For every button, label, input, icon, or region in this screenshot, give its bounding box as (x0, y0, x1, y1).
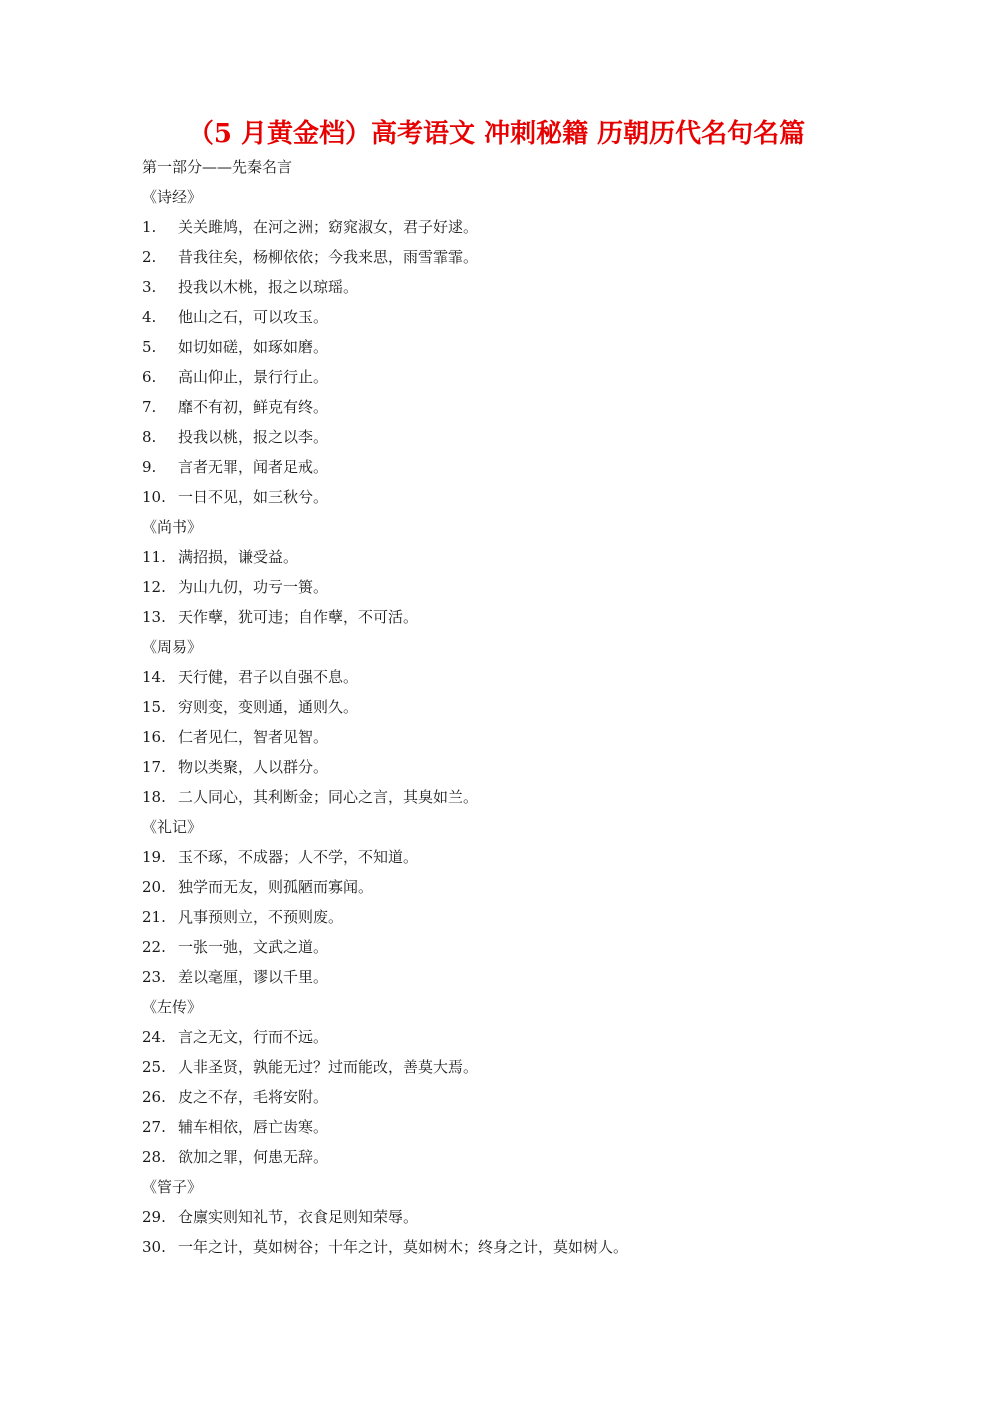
quote-item (142, 932, 902, 962)
quote-number: 12. (142, 578, 166, 596)
quote-item (142, 782, 902, 812)
quote-item (142, 1142, 902, 1172)
quote-text: 一张一弛，文武之道。 (178, 938, 329, 956)
quote-text: 穷则变，变则通，通则久。 (178, 698, 359, 716)
quote-text: 欲加之罪，何患无辞。 (178, 1148, 329, 1166)
quote-item (142, 1082, 902, 1112)
quote-number: 18. (142, 788, 166, 806)
quote-number: 29. (142, 1208, 166, 1226)
quote-text: 一日不见，如三秋兮。 (178, 488, 329, 506)
quote-text: 差以毫厘，谬以千里。 (178, 968, 329, 986)
quote-number: 28. (142, 1148, 166, 1166)
quote-number: 30. (142, 1238, 166, 1256)
quote-item (142, 422, 902, 452)
quote-text: 玉不琢，不成器；人不学，不知道。 (178, 848, 419, 866)
quote-number: 9. (142, 458, 157, 476)
quote-text: 他山之石，可以攻玉。 (178, 308, 329, 326)
quote-text: 人非圣贤，孰能无过？过而能改，善莫大焉。 (178, 1058, 479, 1076)
document-body (142, 152, 902, 1262)
quote-number: 19. (142, 848, 166, 866)
quote-number: 16. (142, 728, 166, 746)
quote-number: 2. (142, 248, 157, 266)
quote-number: 7. (142, 398, 157, 416)
quote-item (142, 1202, 902, 1232)
quote-number: 17. (142, 758, 166, 776)
quote-item (142, 842, 902, 872)
quote-number: 3. (142, 278, 157, 296)
quote-item (142, 602, 902, 632)
quote-text: 投我以桃，报之以李。 (178, 428, 329, 446)
quote-item (142, 662, 902, 692)
quote-item (142, 302, 902, 332)
quote-item (142, 212, 902, 242)
quote-item (142, 752, 902, 782)
section-heading: 《周易》 (142, 638, 203, 656)
quote-number: 4. (142, 308, 157, 326)
quote-item (142, 452, 902, 482)
quote-text: 为山九仞，功亏一篑。 (178, 578, 329, 596)
quote-number: 10. (142, 488, 166, 506)
quote-item (142, 542, 902, 572)
quote-item (142, 692, 902, 722)
quote-number: 8. (142, 428, 157, 446)
quote-number: 21. (142, 908, 166, 926)
quote-text: 言之无文，行而不远。 (178, 1028, 329, 1046)
quote-text: 满招损，谦受益。 (178, 548, 299, 566)
quote-item (142, 572, 902, 602)
quote-number: 24. (142, 1028, 166, 1046)
quote-item (142, 872, 902, 902)
quote-number: 22. (142, 938, 166, 956)
quote-item (142, 962, 902, 992)
quote-number: 14. (142, 668, 166, 686)
quote-item (142, 902, 902, 932)
quote-item (142, 242, 902, 272)
quote-item (142, 392, 902, 422)
quote-number: 23. (142, 968, 166, 986)
quote-text: 独学而无友，则孤陋而寡闻。 (178, 878, 374, 896)
quote-text: 凡事预则立，不预则废。 (178, 908, 344, 926)
quote-number: 20. (142, 878, 166, 896)
quote-number: 1. (142, 218, 157, 236)
quote-item (142, 1052, 902, 1082)
quote-item (142, 1022, 902, 1052)
quote-text: 投我以木桃，报之以琼瑶。 (178, 278, 359, 296)
quote-text: 物以类聚，人以群分。 (178, 758, 329, 776)
quote-text: 关关雎鸠，在河之洲；窈窕淑女，君子好逑。 (178, 218, 479, 236)
quote-text: 天行健，君子以自强不息。 (178, 668, 359, 686)
quote-item (142, 272, 902, 302)
section-heading: 《尚书》 (142, 518, 203, 536)
quote-number: 26. (142, 1088, 166, 1106)
quote-text: 如切如磋，如琢如磨。 (178, 338, 329, 356)
part-heading: 第一部分——先秦名言 (142, 158, 293, 176)
quote-number: 13. (142, 608, 166, 626)
quote-text: 天作孽，犹可违；自作孽，不可活。 (178, 608, 419, 626)
section-heading: 《诗经》 (142, 188, 203, 206)
quote-number: 11. (142, 548, 166, 566)
quote-number: 27. (142, 1118, 166, 1136)
quote-item (142, 482, 902, 512)
quote-text: 二人同心，其利断金；同心之言，其臭如兰。 (178, 788, 479, 806)
quote-text: 言者无罪，闻者足戒。 (178, 458, 329, 476)
quote-text: 一年之计，莫如树谷；十年之计，莫如树木；终身之计，莫如树人。 (178, 1238, 629, 1256)
quote-text: 仁者见仁，智者见智。 (178, 728, 329, 746)
quote-item (142, 1112, 902, 1142)
quote-text: 皮之不存，毛将安附。 (178, 1088, 329, 1106)
quote-number: 15. (142, 698, 166, 716)
quote-text: 高山仰止，景行行止。 (178, 368, 329, 386)
quote-number: 25. (142, 1058, 166, 1076)
quote-text: 靡不有初，鲜克有终。 (178, 398, 329, 416)
quote-item (142, 1232, 902, 1262)
section-heading: 《左传》 (142, 998, 203, 1016)
quote-text: 昔我往矣，杨柳依依；今我来思，雨雪霏霏。 (178, 248, 479, 266)
quote-item (142, 722, 902, 752)
quote-item (142, 362, 902, 392)
quote-number: 6. (142, 368, 157, 386)
section-heading: 《礼记》 (142, 818, 203, 836)
quote-number: 5. (142, 338, 157, 356)
section-heading: 《管子》 (142, 1178, 203, 1196)
quote-item (142, 332, 902, 362)
quote-text: 仓廪实则知礼节，衣食足则知荣辱。 (178, 1208, 419, 1226)
document-title: （5 月黄金档）高考语文 冲刺秘籍 历朝历代名句名篇 (187, 119, 806, 149)
quote-text: 辅车相依，唇亡齿寒。 (178, 1118, 329, 1136)
